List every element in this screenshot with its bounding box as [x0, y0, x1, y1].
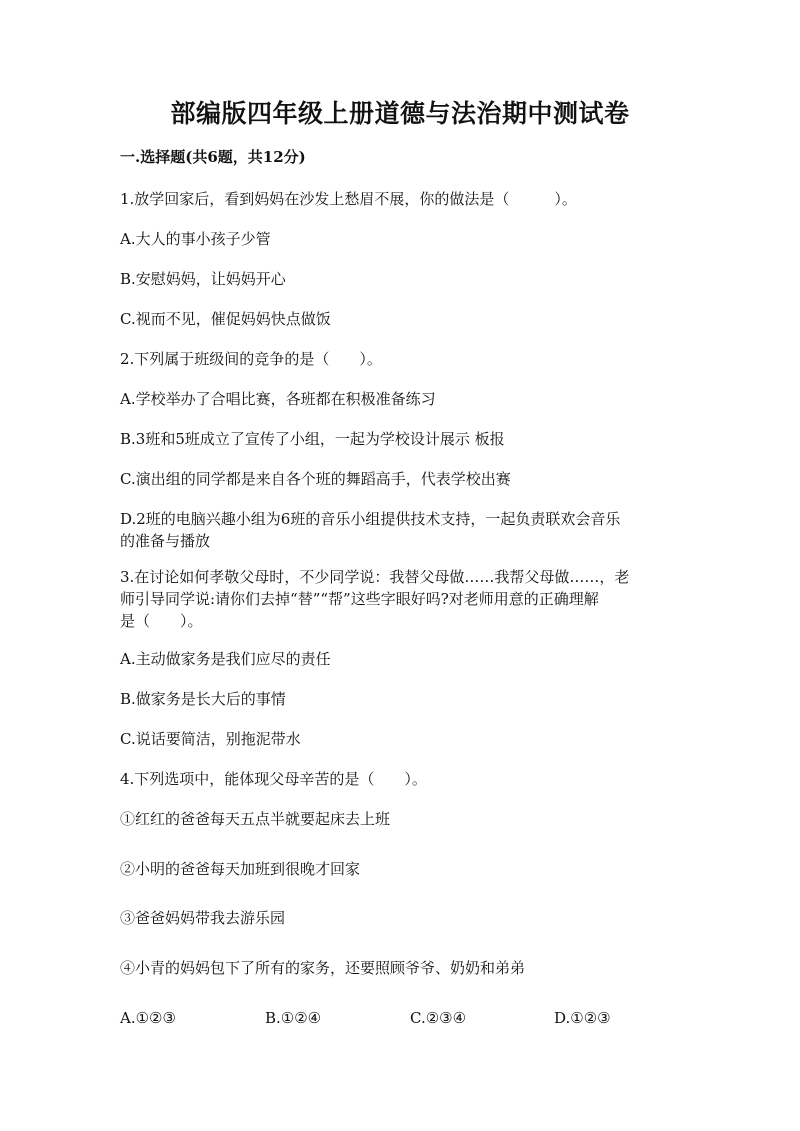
question-4-option-c[interactable]: C.②③④	[410, 1009, 467, 1027]
question-3-stem-line-2: 师引导同学说:请你们去掉“替”“帮”这些字眼好吗?对老师用意的正确理解	[120, 590, 599, 608]
question-1-option-b[interactable]: B.安慰妈妈，让妈妈开心	[120, 270, 286, 288]
question-2-option-b[interactable]: B.3班和5班成立了宣传了小组，一起为学校设计展示 板报	[120, 430, 505, 448]
question-4-option-b[interactable]: B.①②④	[265, 1009, 322, 1027]
question-3-option-b[interactable]: B.做家务是长大后的事情	[120, 690, 286, 708]
question-4-item-2: ②小明的爸爸每天加班到很晚才回家	[120, 860, 361, 878]
question-4-stem: 4.下列选项中，能体现父母辛苦的是（ ）。	[120, 770, 427, 788]
section-heading: 一.选择题(共6题，共12分)	[120, 148, 306, 166]
question-3-stem-line-3: 是（ ）。	[120, 612, 203, 630]
question-3-stem-line-1: 3.在讨论如何孝敬父母时，不少同学说：我替父母做……我帮父母做……，老	[120, 568, 630, 586]
question-2-option-d-line-1[interactable]: D.2班的电脑兴趣小组为6班的音乐小组提供技术支持，一起负责联欢会音乐	[120, 510, 621, 528]
question-4-option-d[interactable]: D.①②③	[554, 1009, 611, 1027]
question-4-item-3: ③爸爸妈妈带我去游乐园	[120, 909, 286, 927]
question-4-option-a[interactable]: A.①②③	[120, 1009, 176, 1027]
question-3-option-a[interactable]: A.主动做家务是我们应尽的责任	[120, 650, 331, 668]
question-1-option-a[interactable]: A.大人的事小孩子少管	[120, 230, 271, 248]
question-3-option-c[interactable]: C.说话要简洁，别拖泥带水	[120, 730, 301, 748]
question-4-item-1: ①红红的爸爸每天五点半就要起床去上班	[120, 810, 391, 828]
question-2-option-c[interactable]: C.演出组的同学都是来自各个班的舞蹈高手，代表学校出赛	[120, 470, 511, 488]
question-1-stem: 1.放学回家后，看到妈妈在沙发上愁眉不展，你的做法是（ ）。	[120, 190, 577, 208]
question-4-item-4: ④小青的妈妈包下了所有的家务，还要照顾爷爷、奶奶和弟弟	[120, 959, 526, 977]
question-2-stem: 2.下列属于班级间的竞争的是（ ）。	[120, 350, 382, 368]
question-1-option-c[interactable]: C.视而不见，催促妈妈快点做饭	[120, 310, 331, 328]
page-title: 部编版四年级上册道德与法治期中测试卷	[170, 99, 630, 128]
question-2-option-d-line-2[interactable]: 的准备与播放	[120, 532, 211, 550]
question-2-option-a[interactable]: A.学校举办了合唱比赛，各班都在积极准备练习	[120, 390, 436, 408]
